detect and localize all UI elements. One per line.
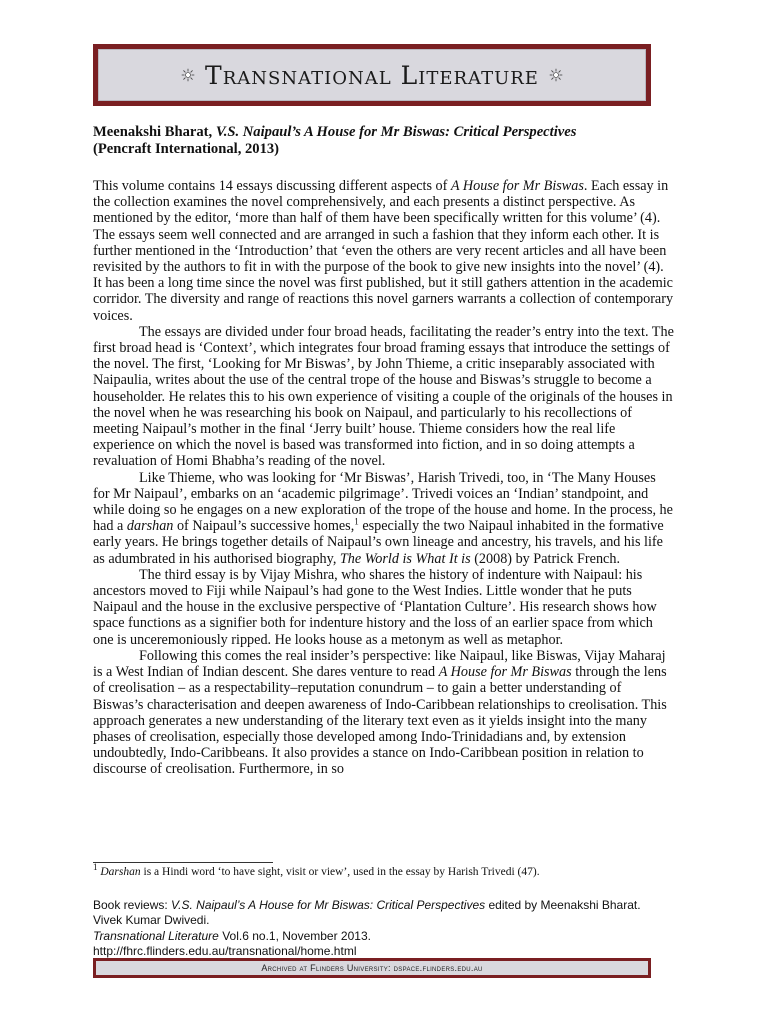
footnote-term: Darshan (100, 866, 141, 878)
journal-header-inner (98, 49, 646, 101)
p5-text-a: Following this comes the real insider’s perspective: like Naipaul, like Biswas, Vijay Maharaj is a West Indian of Indian descent. She dares venture to read (93, 647, 666, 681)
review-heading (93, 124, 675, 158)
footnote-ref[interactable]: 1 (354, 516, 359, 527)
citation-journal: Transnational Literature (93, 928, 219, 943)
heading-author: Meenakshi Bharat, (93, 124, 216, 140)
p3-text-a: Like Thieme, who was looking for ‘Mr Biswas’, Harish Trivedi, too, in ‘The Many Houses for Mr Naipaul’, embarks on an ‘academic pilgrimage’. Trivedi voices an ‘Indian’ standpoint, and while doing so he engages on a new exploration of the trope of the house and home. In the process, he had a (93, 469, 673, 535)
paragraph-4: The third essay is by Vijay Mishra, who shares the history of indenture with Naipaul: his ancestors moved to Fiji while Naipaul’s had gone to the West Indies. Little wonder that he puts Naipaul and the house in the exclusive perspective of ‘Plantation Culture’. His research shows how space functions as a signifier both for indenture history and the loss of an earlier space from which one is unceremoniously ripped. He looks house as a metonym as well as metaphor. (93, 566, 657, 648)
citation-prefix: Book reviews: (93, 898, 172, 912)
footnote-number: 1 (93, 862, 98, 873)
citation-block (93, 898, 693, 960)
footnote-divider (93, 862, 273, 863)
citation-reviewer: Vivek Kumar Dwivedi. (93, 913, 210, 928)
p1-text-b: . Each essay in the collection examines the novel comprehensively, and each presents a distinct perspective. As mentioned by the editor, ‘more than half of them have been specifically written for this volume’ (4). The essays seem well connected and are arranged in such a fashion that they inform each other. It is further mentioned in the ‘Introduction’ that ‘even the others are very recent articles and all have been revisited by the authors to fit in with the purpose of the book to give new insights into the novel’ (4). It has been a long time since the novel was first published, but it still gathers attention in the academic corridor. The diversity and range of reactions this novel garners warrants a collection of contemporary voices. (93, 178, 674, 324)
paragraph-2: The essays are divided under four broad heads, facilitating the reader’s entry into the text. The first broad head is ‘Context’, which integrates four broad framing essays that introduce the settings of the novel. The first, ‘Looking for Mr Biswas’, by John Thieme, a critic inseparably associated with Naipaulia, writes about the use of the central trope of the house and Biswas’s struggle to become a householder. He relates this to his own experience of visiting a couple of the originals of the houses in the novel when he was researching his book on Naipaul, and particularly to his recollections of meeting Naipaul’s mother in the final ‘Jerry built’ house. Thieme considers how the real life experience on which the novel is based was transformed into fiction, and in so doing attempts a revaluation of Homi Bhabha’s reading of the novel. (93, 323, 674, 470)
archive-footer-bar (93, 958, 651, 978)
p1-text-a: This volume contains 14 essays discussing different aspects of (93, 178, 451, 194)
archive-footer-inner (96, 961, 648, 975)
p3-text-c: especially the two Naipaul inhabited in the formative early years. He brings together details of Naipaul’s own lineage and ancestry, his travels, and his life as adumbrated in his authorised biography, (93, 518, 664, 567)
p5-book-title: A House for Mr Biswas (438, 664, 572, 681)
p3-biography-title: The World is What It is (339, 550, 471, 567)
journal-header-banner (93, 44, 651, 106)
citation-editor: edited by Meenakshi Bharat. (485, 898, 641, 912)
review-content (93, 124, 675, 778)
p3-text-d: (2008) by Patrick French. (470, 550, 620, 567)
citation-book: V.S. Naipaul’s A House for Mr Biswas: Critical Perspectives (171, 898, 486, 912)
citation-issue: Vol.6 no.1, November 2013. (218, 928, 371, 943)
p5-text-b: through the lens of creolisation – as a respectability–reputation conundrum – to gain a better understanding of Biswas’s characterisation and deepen awareness of Indo-Caribbean relationships to creolisation. This approach generates a new understanding of the literary text even as it yields insight into the many phases of creolisation, especially those developed among Indo-Trinidadians and, by extension undoubtedly, Indo-Caribbeans. It also provides a stance on Indo-Caribbean position in relation to discourse of creolisation. Furthermore, in so (93, 664, 667, 778)
footnote-text: is a Hindi word ‘to have sight, visit or view’, used in the essay by Harish Trivedi (47). (140, 866, 540, 878)
footnote (93, 862, 693, 878)
paragraph-5 (93, 648, 675, 778)
paragraph-3 (93, 470, 675, 567)
p1-book-title: A House for Mr Biswas (450, 178, 584, 194)
p3-darshan: darshan (126, 518, 174, 535)
sun-ornament-icon (181, 68, 195, 82)
p3-text-b: of Naipaul’s successive homes, (173, 518, 355, 535)
citation-url-link[interactable]: http://fhrc.flinders.edu.au/transnational/home.html (93, 944, 357, 959)
heading-publisher: (Pencraft International, 2013) (93, 141, 280, 157)
journal-title: Transnational Literature (205, 60, 539, 90)
paragraph-1 (93, 178, 675, 324)
archive-footer-text: Archived at Flinders University: dspace.flinders.edu.au (261, 963, 483, 973)
heading-book-title: V.S. Naipaul’s A House for Mr Biswas: Critical Perspectives (215, 124, 577, 140)
review-body (93, 178, 675, 778)
sun-ornament-icon (549, 68, 563, 82)
